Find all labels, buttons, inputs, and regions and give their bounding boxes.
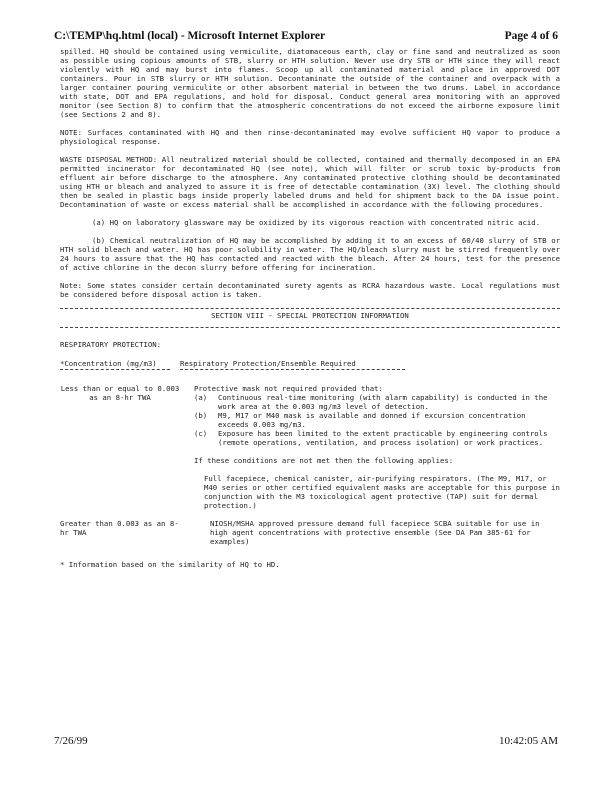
divider-top xyxy=(60,308,560,309)
full-facepiece-text: Full facepiece, chemical canister, air-purifying respirators. (The M9, M17, or M40 series or other certified equivalent masks are acceptable for this purpose in conjunction with the M3 toxicological agent protective (TAP) suit for dermal protection.) xyxy=(204,474,560,510)
procedure-b-paragraph: (b) Chemical neutralization of HQ may be accomplished by adding it to an excess of 60/40 slurry of STB or HTH solid bleach and water. HQ has poor solubility in water. The HQ/bleach slurry must be stirred frequently over 24 hours to assure that the HQ has contacted and reacted with the bleach. After 24 hours, test for the presence of active chlorine in the decon slurry before offering for incineration. xyxy=(60,236,560,272)
concentration-cell: Less than or equal to 0.003 as an 8-hr TWA xyxy=(60,384,180,402)
protection-intro: Protective mask not required provided that: xyxy=(194,384,383,393)
concentration-column-header: *Concentration (mg/m3) xyxy=(60,359,180,370)
rcra-note-paragraph: Note: Some states consider certain decontaminated surety agents as RCRA hazardous waste. Local regulations must be considered before disposal action is taken. xyxy=(60,281,560,299)
table-row xyxy=(60,519,560,546)
print-time: 10:42:05 AM xyxy=(499,735,558,747)
protection-cell xyxy=(194,384,560,519)
section-title: SECTION VIII - SPECIAL PROTECTION INFORMATION xyxy=(211,311,409,320)
footnote: * Information based on the similarity of HQ to HD. xyxy=(60,560,280,569)
protection-column-header: Respiratory Protection/Ensemble Required xyxy=(180,359,560,370)
divider-bottom xyxy=(60,327,560,328)
concentration-cell: Greater than 0.003 as an 8-hr TWA xyxy=(60,519,179,537)
print-date: 7/26/99 xyxy=(54,735,88,747)
if-not-met-text: If these conditions are not met then the following applies: xyxy=(194,456,454,465)
respiratory-protection-heading: RESPIRATORY PROTECTION: xyxy=(60,340,162,349)
page-number: Page 4 of 6 xyxy=(504,30,558,42)
window-title: C:\TEMP\hq.html (local) - Microsoft Internet Explorer xyxy=(54,30,326,42)
note-paragraph: NOTE: Surfaces contaminated with HQ and then rinse-decontaminated may evolve sufficient HQ vapor to produce a physiological response. xyxy=(60,128,560,146)
protection-cell: NIOSH/MSHA approved pressure demand full facepiece SCBA suitable for use in high agent concentrations with protective ensemble (See DA Pam 385-61 for examples) xyxy=(210,519,540,546)
spill-paragraph: spilled. HQ should be contained using vermiculite, diatomaceous earth, clay or fine sand and neutralized as soon as possible using copious amounts of STB, slurry or HTH solution. Never use dry STB or HTH since they will react violently with HQ and may burst into flames. Scoop up all contaminated material and place in approved DOT containers. Pour in STB slurry or HTH solution. Decontaminate the outside of the container and overpack with a larger container pouring vermiculite or other absorbent material in between the two drums. Label in accordance with state, DOT and EPA regulations, and hold for disposal. Conduct general area monitoring with an approved monitor (see Section 8) to confirm that the atmospheric concentrations do not exceed the airborne exposure limit (see Sections 2 and 8). xyxy=(60,47,560,119)
table-row xyxy=(60,384,560,519)
condition-a: (a) Continuous real-time monitoring (with alarm capability) is conducted in the work area at the 0.003 mg/m3 level of detection. xyxy=(194,393,548,411)
document-body xyxy=(60,47,560,569)
waste-disposal-paragraph: WASTE DISPOSAL METHOD: All neutralized material should be collected, contained and thermally decomposed in an EPA permitted incinerator for decontaminated HQ (see note), which will filter or scrub toxic by-products from effluent air before discharge to the atmosphere. Any contaminated protective clothing should be decontaminated using HTH or bleach and analyzed to assure it is free of detectable contamination (3X) level. The clothing should then be sealed in plastic bags inside properly labeled drums and held for shipment back to the DA issue point. Decontamination of waste or excess material shall be accomplished in accordance with the following procedures. xyxy=(60,155,560,209)
condition-b: (b) M9, M17 or M40 mask is available and donned if excursion concentration exceeds 0.003 mg/m3. xyxy=(194,411,526,429)
table-header-row xyxy=(60,359,560,370)
condition-c: (c) Exposure has been limited to the extent practicable by engineering controls (remote operations, ventilation, and process isolation) or work practices. xyxy=(194,429,548,447)
procedure-a-paragraph: (a) HQ on laboratory glassware may be oxidized by its vigorous reaction with concentrated nitric acid. xyxy=(92,218,541,227)
